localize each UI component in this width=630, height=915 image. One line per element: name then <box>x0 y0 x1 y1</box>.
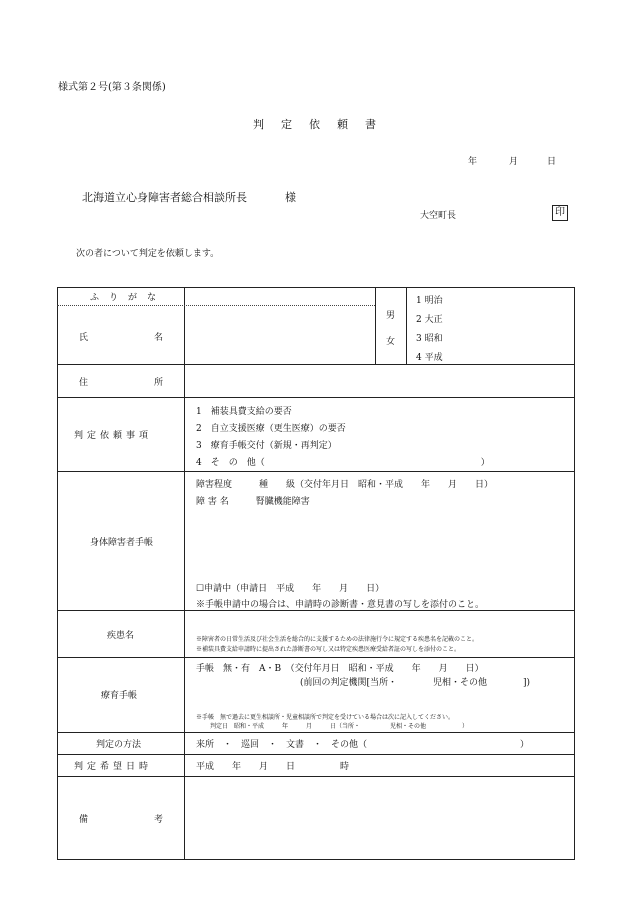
era-taisho: 2 大正 <box>416 315 443 325</box>
desired-label: 判定希望日時 <box>74 762 153 772</box>
ryoiku-note-2: 判定日 昭和・平成 年 月 日（当所・ 児相・その他 ） <box>210 723 469 730</box>
disease-note-2: ※補装具費支給申請時に提出された診断書の写し又は特定疾患医療受給者証の写しを添付のこと。 <box>196 646 461 653</box>
seal-box: 印 <box>552 205 568 221</box>
era-heisei: 4 平成 <box>416 353 443 363</box>
era-meiji: 1 明治 <box>416 296 443 306</box>
furigana-label: ふりがな <box>90 293 167 303</box>
request-item-4: 4 そ の 他（ ） <box>196 458 490 468</box>
addressee-name: 北海道立心身障害者総合相談所長 <box>82 191 247 204</box>
disease-note-1: ※障害者の日常生活及び社会生活を総合的に支援するための法律施行令に規定する疾患名を記載のこと。 <box>196 636 479 643</box>
request-label: 判定依頼事項 <box>74 431 153 441</box>
ryoiku-label: 療育手帳 <box>101 691 138 701</box>
request-item-2: 2 自立支援医療（更生医療）の要否 <box>196 424 346 434</box>
sender-name: 大空町長 <box>420 211 457 221</box>
ryoiku-line-2: (前回の判定機関[当所・ 児相・その他 ]) <box>300 678 531 688</box>
date-month: 月 <box>509 157 519 167</box>
handbook-grade: 障害程度 種 級（交付年月日 昭和・平成 年 月 日） <box>196 480 494 490</box>
disease-label: 疾患名 <box>107 631 135 641</box>
name-label: 氏名 <box>79 333 230 343</box>
method-value: 来所 ・ 巡回 ・ 文書 ・ その他（ ） <box>196 740 530 750</box>
era-showa: 3 昭和 <box>416 334 443 344</box>
handbook-pending: ☐申請中（申請日 平成 年 月 日） <box>196 584 385 594</box>
date-year: 年 <box>468 157 478 167</box>
handbook-label: 身体障害者手帳 <box>90 538 154 548</box>
form-number: 様式第２号(第３条関係) <box>58 82 166 93</box>
address-label: 住所 <box>79 378 230 388</box>
method-label: 判定の方法 <box>96 740 142 750</box>
sex-male: 男 <box>386 311 396 321</box>
handbook-disability: 障 害 名 腎臓機能障害 <box>196 497 310 507</box>
form-table <box>57 287 575 860</box>
ryoiku-note-1: ※手帳 無で過去に更生相談所・児童相談所で判定を受けている場合は次に記入してください。 <box>196 714 455 721</box>
request-item-1: 1 補装具費支給の要否 <box>196 407 292 417</box>
remarks-label: 備考 <box>79 815 230 825</box>
desired-value: 平成 年 月 日 時 <box>196 762 350 772</box>
handbook-note: ※手帳申請中の場合は、申請時の診断書・意見書の写しを添付のこと。 <box>196 600 485 610</box>
addressee-honorific: 様 <box>285 191 296 204</box>
date-day: 日 <box>547 157 557 167</box>
ryoiku-line-1: 手帳 無・有 A・B （交付年月日 昭和・平成 年 月 日） <box>196 664 484 674</box>
intro-text: 次の者について判定を依頼します。 <box>76 249 220 259</box>
request-item-3: 3 療育手帳交付（新規・再判定） <box>196 441 337 451</box>
sex-female: 女 <box>386 337 396 347</box>
page-title: 判 定 依 頼 書 <box>253 118 379 131</box>
